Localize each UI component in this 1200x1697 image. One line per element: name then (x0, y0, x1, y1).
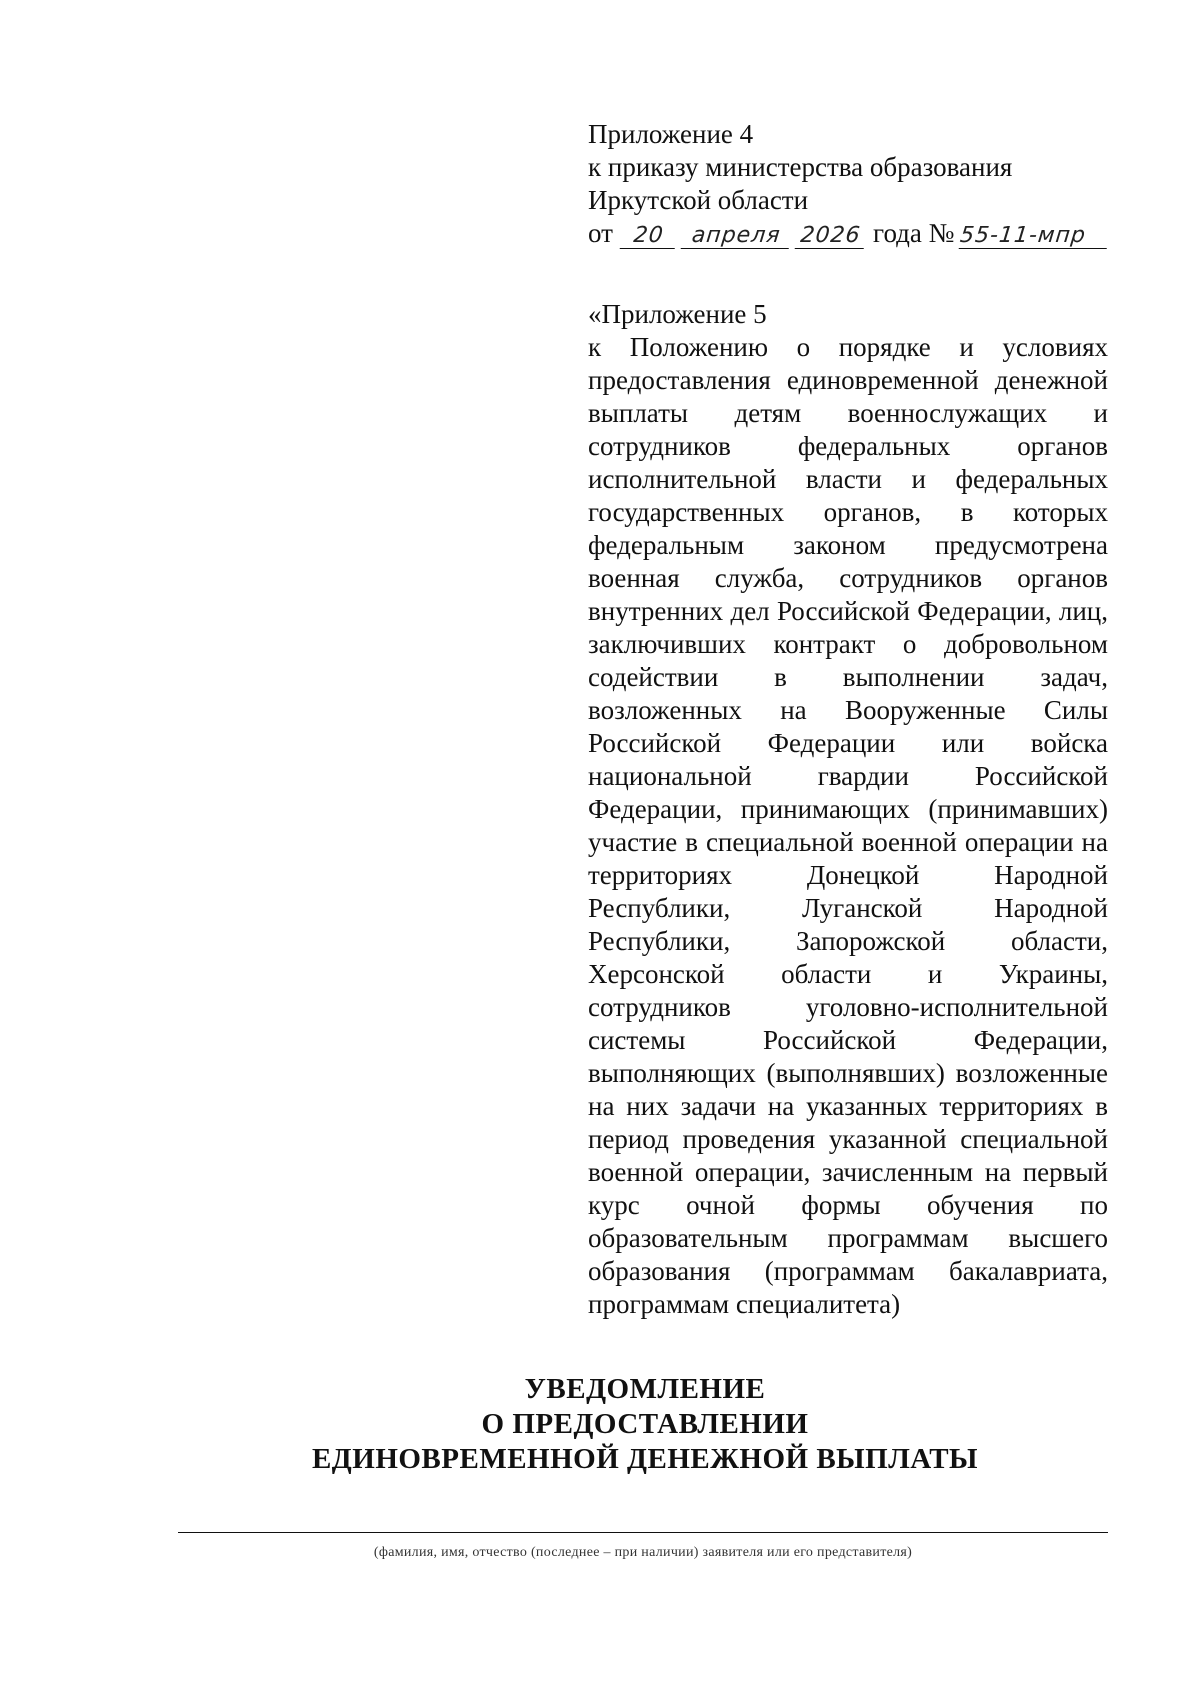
notice-heading-line-2: О ПРЕДОСТАВЛЕНИИ (481, 1408, 809, 1440)
handwritten-month: апреля (681, 224, 792, 249)
applicant-name-caption: (фамилия, имя, отчество (последнее – при наличии) заявителя или его представителя) (373, 1545, 913, 1560)
order-date-line (588, 217, 1108, 250)
handwritten-order-number: 55-11-мпр (959, 224, 1109, 249)
appendix-header (588, 118, 1108, 250)
annex-title: «Приложение 5 (588, 299, 767, 329)
annex-body-text: к Положению о порядке и условиях предоставления единовременной денежной выплаты детям военнослужащих и сотрудников федеральных органов исполнительной власти и федеральных государственных органов, в которых федеральным законом предусмотрена военная служба, сотрудников органов внутренних дел Российской Федерации, лиц, заключивших контракт о добровольном содействии в выполнении задач, возложенных на Вооруженные Силы Российской Федерации или войска национальной гвардии Российской Федерации, принимающих (принимавших) участие в специальной военной операции на территориях Донецкой Народной Республики, Луганской Народной Республики, Запорожской области, Херсонской области и Украины, сотрудников уголовно-исполнительной системы Российской Федерации, выполняющих (выполнявших) возложенные на них задачи на указанных территориях в период проведения указанной специальной военной операции, зачисленным на первый курс очной формы обучения по образовательным программам высшего образования (программам бакалавриата, программам специалитета) (588, 332, 1108, 1319)
order-number-label: года № (873, 218, 955, 248)
appendix-label: Приложение 4 (588, 119, 754, 149)
applicant-name-field-line (178, 1532, 1108, 1533)
handwritten-day: 20 (620, 224, 678, 249)
notice-heading-line-1: УВЕДОМЛЕНИЕ (524, 1373, 766, 1405)
annex-reference (588, 298, 1108, 1321)
region-name: Иркутской области (588, 185, 809, 215)
order-reference: к приказу министерства образования (588, 152, 1013, 182)
handwritten-year: 2026 (795, 224, 867, 249)
notice-heading-line-3: ЕДИНОВРЕМЕННОЙ ДЕНЕЖНОЙ ВЫПЛАТЫ (311, 1443, 979, 1475)
date-prefix: от (588, 218, 613, 248)
notice-heading (0, 1372, 1200, 1477)
